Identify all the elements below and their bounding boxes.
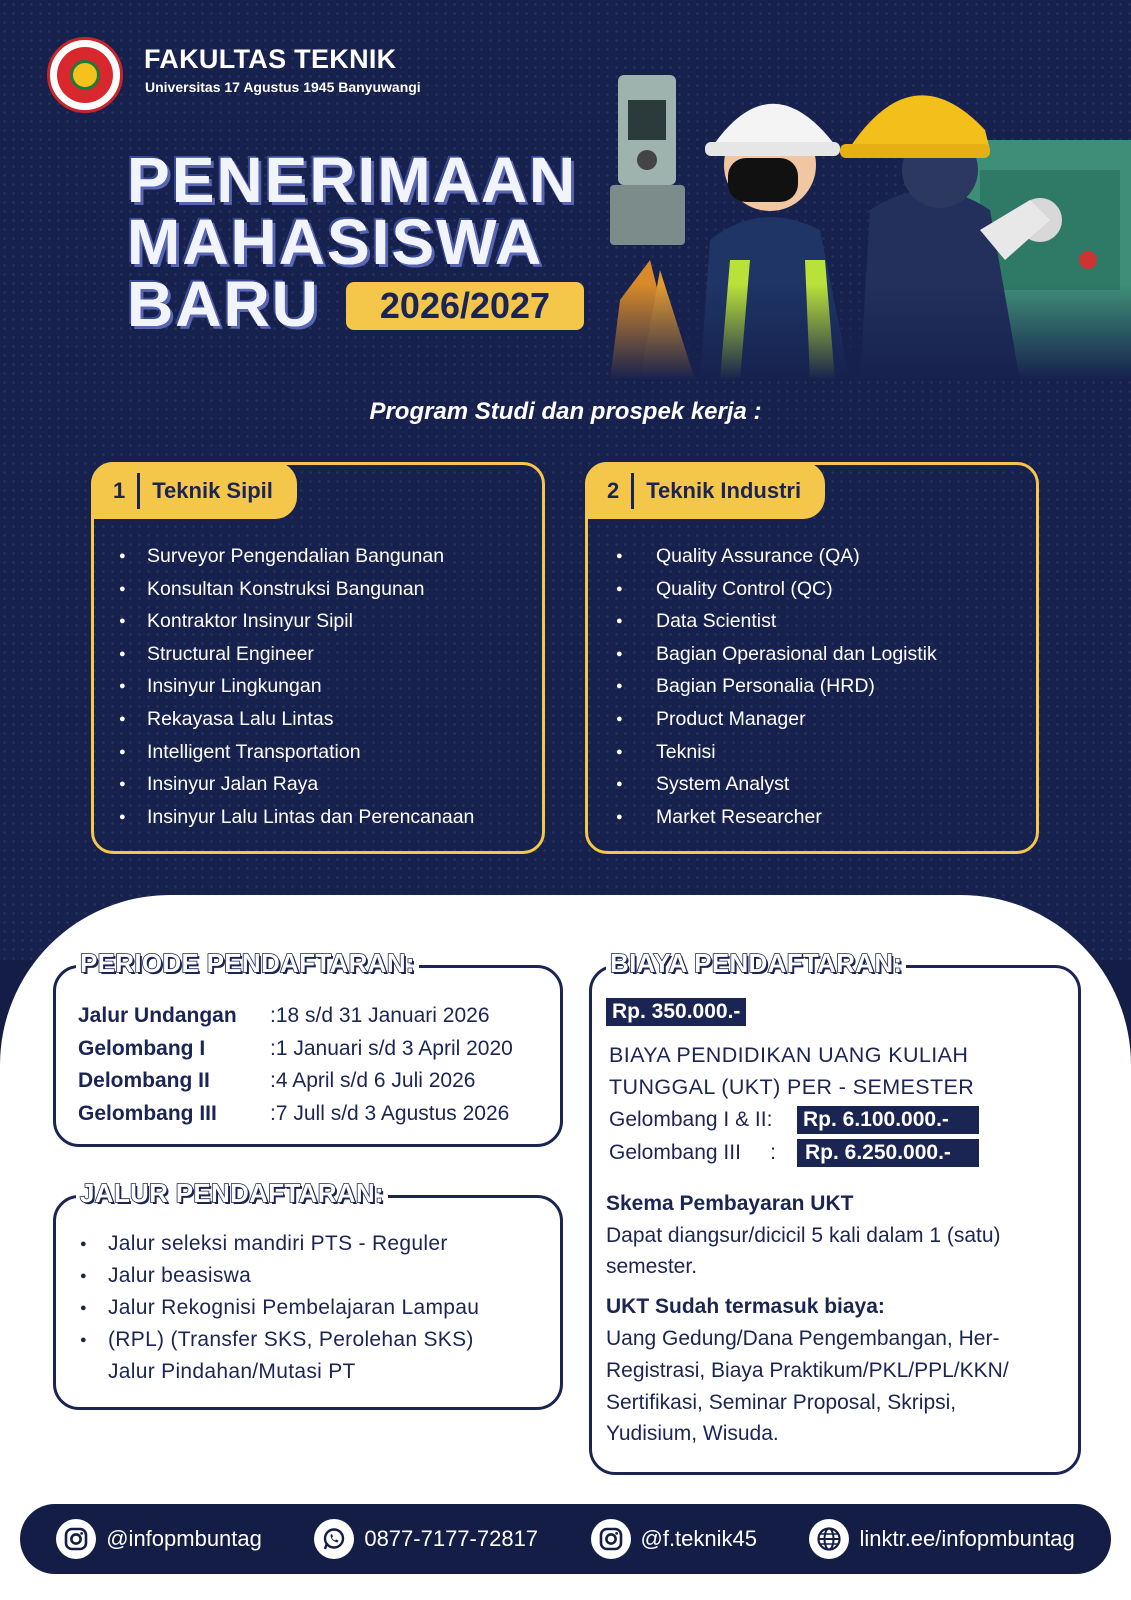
periode-date: 1 Januari s/d 3 April 2020: [275, 1036, 513, 1060]
gelombang-3-label: Gelombang III :: [609, 1141, 776, 1164]
headline-line-1: PENERIMAAN: [127, 144, 578, 216]
includes-title: UKT Sudah termasuk biaya:: [606, 1295, 885, 1318]
program-tab-1: [91, 462, 297, 519]
career-item: ● Structural Engineer: [119, 638, 474, 671]
instagram-handle-2: @f.teknik45: [640, 1526, 757, 1551]
program-name: Teknik Sipil: [152, 477, 273, 503]
engineering-students-photo: [610, 60, 1131, 380]
linktree-url: linktr.ee/infopmbuntag: [859, 1526, 1075, 1551]
gelombang-12-label: Gelombang I & II:: [609, 1108, 773, 1131]
includes-line-4: Yudisium, Wisuda.: [606, 1422, 779, 1445]
instagram-handle-1: @infopmbuntag: [106, 1526, 262, 1551]
jalur-list: [80, 1228, 479, 1388]
faculty-title: FAKULTAS TEKNIK: [144, 44, 397, 74]
whatsapp-link[interactable]: [314, 1519, 538, 1559]
career-list-sipil: [119, 540, 474, 833]
career-item: ● Product Manager: [616, 703, 937, 736]
career-item: ● Insinyur Jalan Raya: [119, 768, 474, 801]
career-item: ● Market Researcher: [616, 801, 937, 834]
career-item: ● Quality Control (QC): [616, 573, 937, 606]
jalur-item: Jalur Pindahan/Mutasi PT: [108, 1360, 356, 1383]
career-item: ● Intelligent Transportation: [119, 736, 474, 769]
career-item: ● Konsultan Konstruksi Bangunan: [119, 573, 474, 606]
career-item: ● Insinyur Lingkungan: [119, 670, 474, 703]
periode-row: [78, 1065, 513, 1098]
career-item: ● Quality Assurance (QA): [616, 540, 937, 573]
periode-label: Delombang II: [78, 1069, 210, 1092]
periode-table: [78, 1000, 513, 1130]
periode-sep: :: [270, 1004, 276, 1027]
instagram-link-1[interactable]: [56, 1519, 262, 1559]
university-name: Universitas 17 Agustus 1945 Banyuwangi: [145, 79, 421, 95]
skema-line-1: Dapat diangsur/dicicil 5 kali dalam 1 (satu): [606, 1224, 1001, 1247]
instagram-icon: [591, 1519, 631, 1559]
program-box-teknik-sipil: [91, 462, 545, 854]
periode-date: 7 Jull s/d 3 Agustus 2026: [275, 1101, 510, 1125]
jalur-item: ● (RPL) (Transfer SKS, Perolehan SKS): [80, 1324, 479, 1356]
program-number: 1: [113, 473, 140, 509]
career-item: ● Kontraktor Insinyur Sipil: [119, 605, 474, 638]
gelombang-12-price: Rp. 6.100.000.-: [797, 1106, 979, 1134]
career-item: ● Teknisi: [616, 736, 937, 769]
jalur-item: ● Jalur seleksi mandiri PTS - Reguler: [80, 1228, 479, 1260]
career-item: ● Bagian Operasional dan Logistik: [616, 638, 937, 671]
jalur-item: ● Jalur Rekognisi Pembelajaran Lampau: [80, 1292, 479, 1324]
program-name: Teknik Industri: [646, 477, 802, 503]
includes-line-1: Uang Gedung/Dana Pengembangan, Her-: [606, 1327, 1000, 1350]
skema-title: Skema Pembayaran UKT: [606, 1192, 854, 1215]
career-item: ● Bagian Personalia (HRD): [616, 670, 937, 703]
program-number: 2: [607, 473, 634, 509]
skema-line-2: semester.: [606, 1255, 698, 1278]
program-intro: Program Studi dan prospek kerja :: [369, 398, 762, 425]
career-item: ● System Analyst: [616, 768, 937, 801]
jalur-title: JALUR PENDAFTARAN:: [76, 1178, 388, 1209]
footer-contact-bar: [20, 1504, 1111, 1574]
globe-icon: [809, 1519, 849, 1559]
periode-row: [78, 1000, 513, 1033]
periode-sep: :: [270, 1036, 276, 1060]
program-box-teknik-industri: [585, 462, 1039, 854]
registration-fee: Rp. 350.000.-: [606, 998, 746, 1026]
ukt-heading-2: TUNGGAL (UKT) PER - SEMESTER: [609, 1075, 975, 1099]
program-tab-2: [585, 462, 825, 519]
gelombang-3-price: Rp. 6.250.000.-: [797, 1139, 979, 1167]
biaya-title: BIAYA PENDAFTARAN:: [606, 948, 906, 979]
year-badge: 2026/2027: [346, 282, 584, 330]
headline-line-3: BARU: [127, 268, 320, 340]
ukt-heading-1: BIAYA PENDIDIKAN UANG KULIAH: [609, 1043, 969, 1067]
periode-label: Jalur Undangan: [78, 1004, 237, 1027]
career-item: ● Surveyor Pengendalian Bangunan: [119, 540, 474, 573]
university-logo: [47, 37, 123, 113]
periode-title: PERIODE PENDAFTARAN:: [76, 948, 419, 979]
career-list-industri: [616, 540, 937, 833]
instagram-icon: [56, 1519, 96, 1559]
periode-sep: :: [270, 1101, 276, 1125]
headline-line-2: MAHASISWA: [127, 206, 544, 278]
career-item: ● Data Scientist: [616, 605, 937, 638]
periode-date: 18 s/d 31 Januari 2026: [275, 1004, 490, 1027]
periode-row: [78, 1098, 513, 1131]
instagram-link-2[interactable]: [591, 1519, 758, 1559]
career-item: ● Rekayasa Lalu Lintas: [119, 703, 474, 736]
whatsapp-number: 0877-7177-72817: [364, 1526, 539, 1551]
career-item: ● Insinyur Lalu Lintas dan Perencanaan: [119, 801, 474, 834]
periode-date: 4 April s/d 6 Juli 2026: [275, 1069, 476, 1092]
jalur-item: ● Jalur beasiswa: [80, 1260, 479, 1292]
periode-label: Gelombang III: [78, 1101, 217, 1125]
periode-sep: :: [270, 1069, 276, 1092]
whatsapp-icon: [314, 1519, 354, 1559]
includes-line-2: Registrasi, Biaya Praktikum/PKL/PPL/KKN/: [606, 1359, 1009, 1382]
periode-label: Gelombang I: [78, 1036, 206, 1060]
linktree-link[interactable]: [809, 1519, 1074, 1559]
includes-line-3: Sertifikasi, Seminar Proposal, Skripsi,: [606, 1391, 957, 1414]
periode-row: [78, 1033, 513, 1066]
